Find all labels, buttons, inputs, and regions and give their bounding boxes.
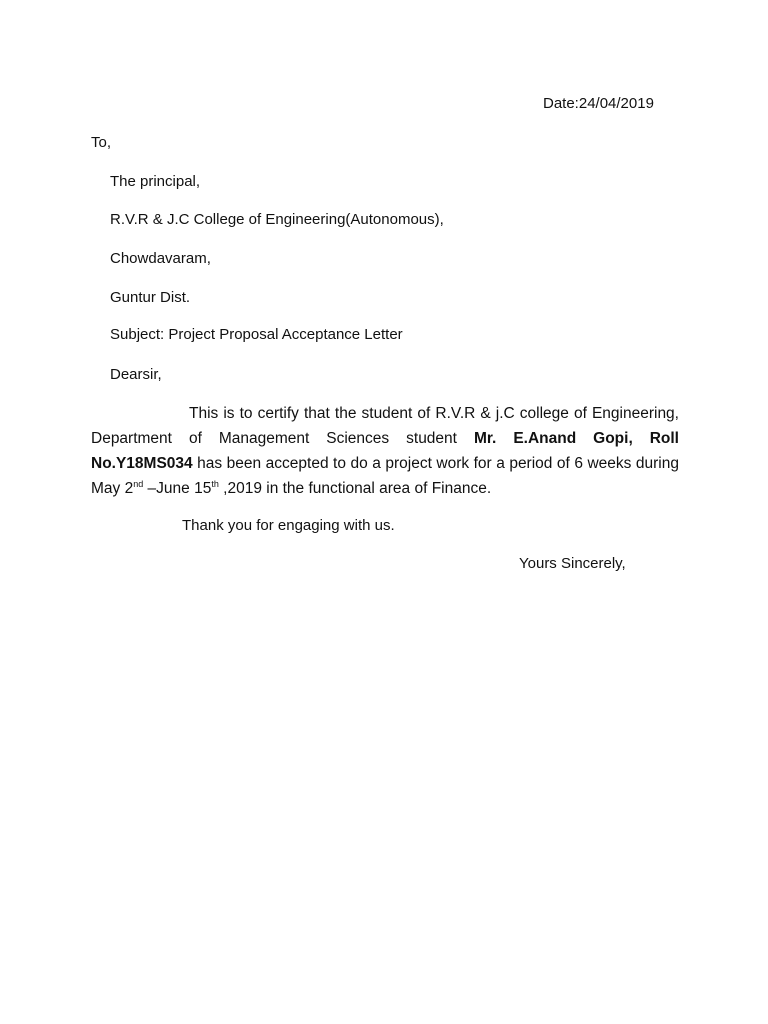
student-name: Mr. E.Anand Gopi,	[473, 430, 633, 447]
body-text-part2: has been accepted to do a project work for a period of 6 weeks during May 2	[91, 455, 679, 497]
recipient-district: Guntur Dist.	[110, 289, 191, 306]
letter-body-paragraph	[91, 401, 679, 501]
letter-subject: Subject: Project Proposal Acceptance Letter	[110, 326, 403, 343]
superscript-th: th	[211, 478, 219, 489]
body-text-part1: This is to certify that the student of R.V.R & j.C college of Engineering, Department of Management Sciences student	[91, 405, 679, 447]
recipient-place: Chowdavaram,	[110, 250, 211, 267]
letter-date: Date:24/04/2019	[543, 95, 654, 112]
body-text-part4: ,2019 in the functional area of Finance.	[218, 480, 492, 497]
letter-greeting: Dearsir,	[110, 366, 162, 383]
body-text-part3: –June 15	[143, 480, 212, 497]
thanks-line: Thank you for engaging with us.	[182, 517, 395, 534]
student-roll-no: Roll No.Y18MS034	[91, 430, 679, 472]
closing-line: Yours Sincerely,	[519, 555, 626, 572]
recipient-title: The principal,	[110, 173, 201, 190]
salutation-to: To,	[91, 134, 112, 151]
superscript-nd: nd	[133, 478, 144, 489]
recipient-institution: R.V.R & J.C College of Engineering(Autonomous),	[110, 211, 444, 228]
